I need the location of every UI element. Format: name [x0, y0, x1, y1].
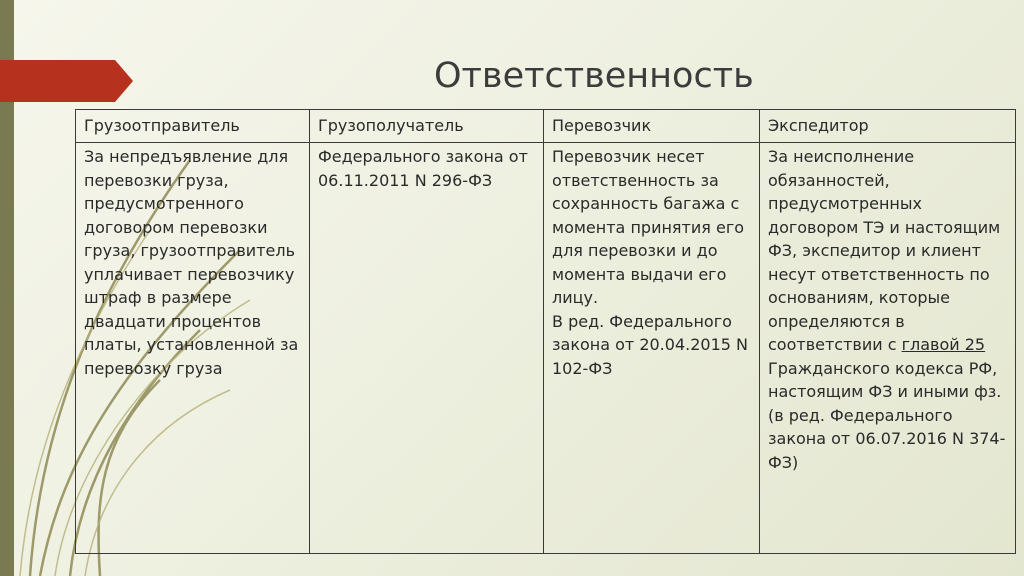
cell-shipper: За непредъявление для перевозки груза, предусмотренного договором перевозки груза, грузоотправитель уплачивает перевозчику штраф в размере двадцати процентов платы, установленной за перевозку груза — [76, 143, 310, 554]
table-row — [76, 143, 1016, 554]
header-forwarder: Экспедитор — [760, 110, 1016, 143]
header-carrier: Перевозчик — [544, 110, 760, 143]
cell-forwarder — [760, 143, 1016, 554]
cell-consignee: Федерального закона от 06.11.2011 N 296-ФЗ — [310, 143, 544, 554]
responsibility-table — [75, 109, 1016, 554]
title-accent-arrow — [0, 60, 133, 102]
chapter-25-link[interactable]: главой 25 — [901, 335, 986, 354]
header-consignee: Грузополучатель — [310, 110, 544, 143]
header-shipper: Грузоотправитель — [76, 110, 310, 143]
table-header-row — [76, 110, 1016, 143]
cell-forwarder-text-end: Гражданского кодекса РФ, настоящим ФЗ и иными фз. (в ред. Федерального закона от 06.07.2016 N 374-ФЗ) — [768, 358, 1006, 472]
cell-carrier: Перевозчик несет ответственность за сохранность багажа с момента принятия его для перевозки и до момента выдачи его лицу. В ред. Федерального закона от 20.04.2015 N 102-ФЗ — [544, 143, 760, 554]
slide-title: Ответственность — [434, 56, 754, 96]
cell-forwarder-text-start: За неисполнение обязанностей, предусмотренных договором ТЭ и настоящим ФЗ, экспедитор и клиент несут ответственность по основаниям, которые определяются в соответствии с — [768, 147, 1001, 354]
